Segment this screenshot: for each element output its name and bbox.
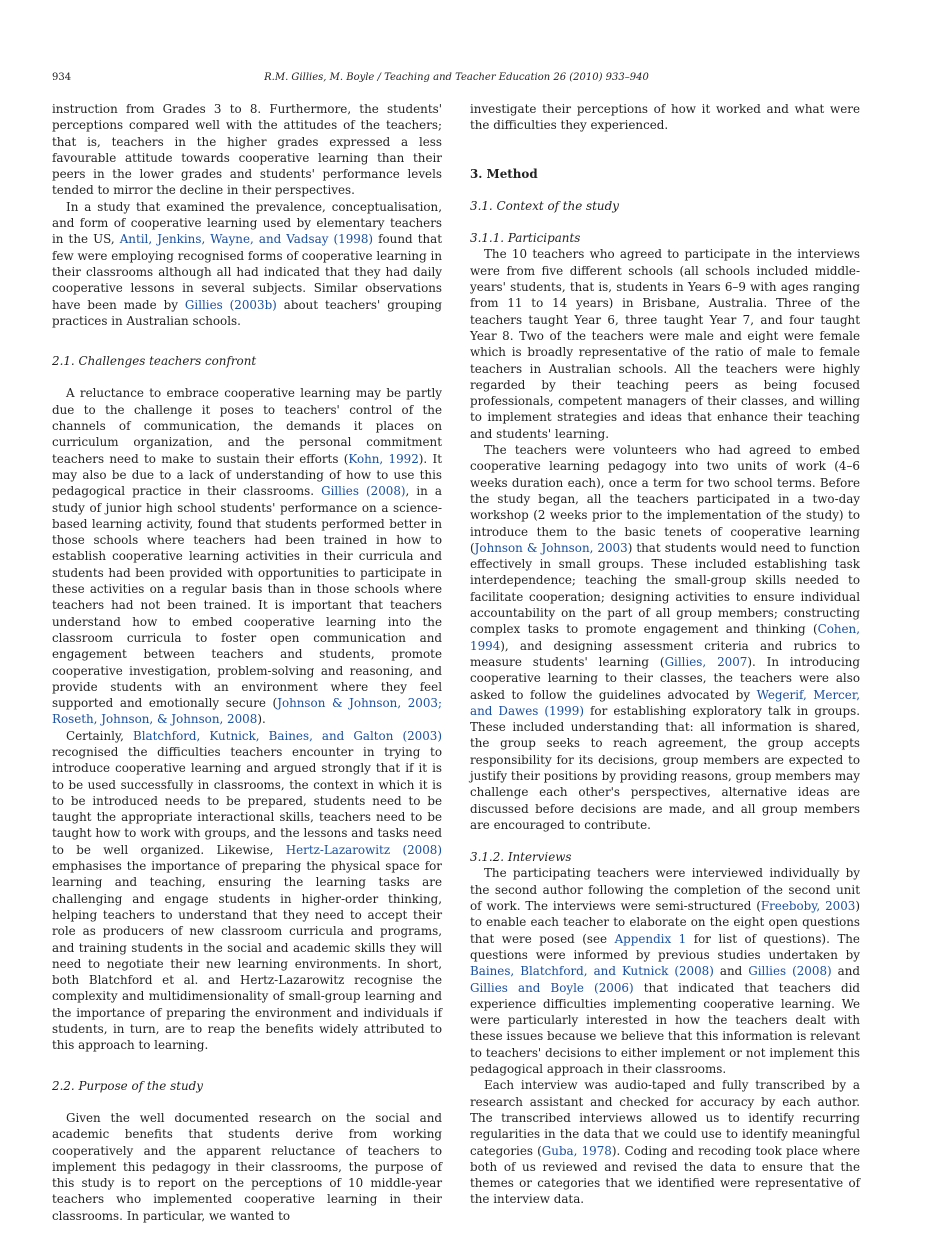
section-heading-3: 3. Method bbox=[470, 166, 538, 181]
section-heading-3-1: 3.1. Context of the study bbox=[470, 198, 619, 213]
citation-link[interactable]: Antil, Jenkins, Wayne, and Vadsay (1998) bbox=[119, 232, 374, 247]
citation-link[interactable]: Gillies (2008) bbox=[748, 964, 832, 979]
citation-link[interactable]: Gillies, 2007 bbox=[664, 654, 748, 669]
paragraph: In a study that examined the prevalence, conceptualisation, and form of cooperative learning used by elementary teachers in the US, Antil, Jenkins, Wayne, and Vadsay (1998) found that few were employing recognised forms of cooperative learning in their classrooms although all had indicated that they had daily cooperative lessons in several subjects. Similar observations have been made by Gillies (2003b) about teachers' grouping practices in Australian schools. bbox=[52, 199, 443, 328]
citation-link[interactable]: Gillies and Boyle (2006) bbox=[470, 980, 634, 995]
citation-link[interactable]: Johnson & Johnson, 2003 bbox=[474, 540, 628, 555]
citation-link[interactable]: Wegerif, Mercer, and Dawes (1999) bbox=[470, 687, 860, 718]
section-heading-3-1-1: 3.1.1. Participants bbox=[470, 231, 581, 246]
paragraph: A reluctance to embrace cooperative learning may be partly due to the challenge it poses to teachers' control of the channels of communication, the demands it places on curriculum organization, and the personal commitment teachers need to make to sustain their efforts (Kohn, 1992). It may also be due to a lack of understanding of how to use this pedagogical practice in their classrooms. Gillies (2008), in a study of junior high school students' performance on a science-based learning activity, found that students performed better in those schools where teachers had been trained in how to establish cooperative learning activities in their curricula and students had been provided with opportunities to participate in these activities on a regular basis than in those schools where teachers had not been trained. It is important that teachers understand how to embed cooperative learning into the classroom curricula to foster open communication and engagement between teachers and students, promote cooperative investigation, problem-solving and reasoning, and provide students with an environment where they feel supported and emotionally secure (Johnson & Johnson, 2003; Roseth, Johnson, & Johnson, 2008). bbox=[52, 386, 443, 727]
paragraph: The participating teachers were interviewed individually by the second author following the completion of the second unit of work. The interviews were semi-structured (Freeboby, 2003) to enable each teacher to elaborate on the eight open questions that were posed (see Appendix 1 for list of questions). The questions were informed by previous studies undertaken by Baines, Blatchford, and Kutnick (2008) and Gillies (2008) and Gillies and Boyle (2006) that indicated that teachers did experience difficulties implementing cooperative learning. We were particularly interested in how the teachers dealt with these issues because we believe that this information is relevant to teachers' decisions to either implement or not implement this pedagogical approach in their classrooms. bbox=[470, 866, 861, 1077]
citation-link[interactable]: Gillies (2003b) bbox=[184, 297, 277, 312]
right-column bbox=[470, 101, 860, 1208]
citation-link[interactable]: Hertz-Lazarowitz (2008) bbox=[285, 842, 442, 857]
paragraph: The 10 teachers who agreed to participate in the interviews were from five different schools (all schools included middle-years' students, that is, students in Years 6–9 with ages ranging from 11 to 14 years) in Brisbane, Australia. Three of the teachers taught Year 6, three taught Year 7, and four taught Year 8. Two of the teachers were male and eight were female which is broadly representative of the ratio of male to female teachers in Australian schools. All the teachers were highly regarded by their teaching peers as being focused professionals, competent managers of their classes, and willing to implement strategies and ideas that enhance their teaching and students' learning. bbox=[470, 247, 860, 441]
citation-link[interactable]: Kohn, 1992 bbox=[348, 451, 419, 466]
citation-link[interactable]: Gillies (2008) bbox=[321, 484, 406, 499]
citation-link[interactable]: Cohen, 1994 bbox=[470, 622, 860, 653]
citation-link[interactable]: Johnson & Johnson, 2003; Roseth, Johnson, & Johnson, 2008 bbox=[52, 696, 442, 727]
paragraph: The teachers were volunteers who had agreed to embed cooperative learning pedagogy into two units of work (4–6 weeks duration each), once a term for two school terms. Before the study began, all the teachers participated in a two-day workshop (2 weeks prior to the implementation of the study) to introduce them to the basic tenets of cooperative learning (Johnson & Johnson, 2003) that students would need to function effectively in small groups. These included establishing task interdependence; teaching the small-group skills needed to facilitate cooperation; designing activities to ensure individual accountability on the part of all group members; constructing complex tasks to promote engagement and thinking (Cohen, 1994), and designing assessment criteria and rubrics to measure students' learning (Gillies, 2007). In introducing cooperative learning to their classes, the teachers were also asked to follow the guidelines advocated by Wegerif, Mercer, and Dawes (1999) for establishing exploratory talk in groups. These included understanding that: all information is shared, the group seeks to reach agreement, the group accepts responsibility for its decisions, group members are expected to justify their positions by providing reasons, group members may challenge each other's perspectives, alternative ideas are discussed before decisions are made, and all group members are encouraged to contribute. bbox=[470, 443, 861, 832]
paragraph: Each interview was audio-taped and fully transcribed by a research assistant and checked for accuracy by each author. The transcribed interviews allowed us to identify recurring regularities in the data that we could use to identify meaningful categories (Guba, 1978). Coding and recoding took place where both of us reviewed and revised the data to ensure that the themes or categories that we identified were representative of the interview data. bbox=[470, 1078, 860, 1207]
paragraph: investigate their perceptions of how it worked and what were the difficulties they experienced. bbox=[470, 102, 860, 133]
section-heading-2-2: 2.2. Purpose of the study bbox=[52, 1078, 203, 1093]
citation-link[interactable]: Blatchford, Kutnick, Baines, and Galton (2003) bbox=[132, 728, 442, 743]
paragraph: instruction from Grades 3 to 8. Furthermore, the students' perceptions compared well with the attitudes of the teachers; that is, teachers in the higher grades expressed a less favourable attitude towards cooperative learning than their peers in the lower grades and students' performance levels tended to mirror the decline in their perspectives. bbox=[52, 102, 442, 198]
section-heading-3-1-2: 3.1.2. Interviews bbox=[470, 850, 572, 865]
citation-link[interactable]: Guba, 1978 bbox=[541, 1143, 612, 1158]
citation-link[interactable]: Baines, Blatchford, and Kutnick (2008) bbox=[470, 964, 714, 979]
running-head: R.M. Gillies, M. Boyle / Teaching and Teacher Education 26 (2010) 933–940 bbox=[264, 72, 649, 83]
section-heading-2-1: 2.1. Challenges teachers confront bbox=[52, 354, 257, 369]
left-column bbox=[52, 101, 442, 1224]
appendix-link[interactable]: Appendix 1 bbox=[614, 931, 687, 946]
page-number: 934 bbox=[52, 72, 72, 83]
paragraph: Given the well documented research on the social and academic benefits that students derive from working cooperatively and the apparent reluctance of teachers to implement this pedagogy in their classrooms, the purpose of this study is to report on the perceptions of 10 middle-year teachers who implemented cooperative learning in their classrooms. In particular, we wanted to bbox=[52, 1110, 442, 1223]
paragraph: Certainly, Blatchford, Kutnick, Baines, and Galton (2003) recognised the difficulties teachers encounter in trying to introduce cooperative learning and argued strongly that if it is to be used successfully in classrooms, the context in which it is to be introduced needs to be prepared, students need to be taught the appropriate interactional skills, teachers need to be taught how to work with groups, and the lessons and tasks need to be well organized. Likewise, Hertz-Lazarowitz (2008) emphasises the importance of preparing the physical space for learning and teaching, ensuring the learning tasks are challenging and engage students in higher-order thinking, helping teachers to understand that they need to accept their role as producers of new classroom curricula and programs, and training students in the social and academic skills they will need to negotiate their new learning environments. In short, both Blatchford et al. and Hertz-Lazarowitz recognise the complexity and multidimensionality of small-group learning and the importance of preparing the environment and individuals if students, in turn, are to reap the benefits widely attributed to this approach to learning. bbox=[52, 728, 442, 1053]
page-header bbox=[52, 72, 861, 88]
citation-link[interactable]: Freeboby, 2003 bbox=[760, 899, 856, 914]
